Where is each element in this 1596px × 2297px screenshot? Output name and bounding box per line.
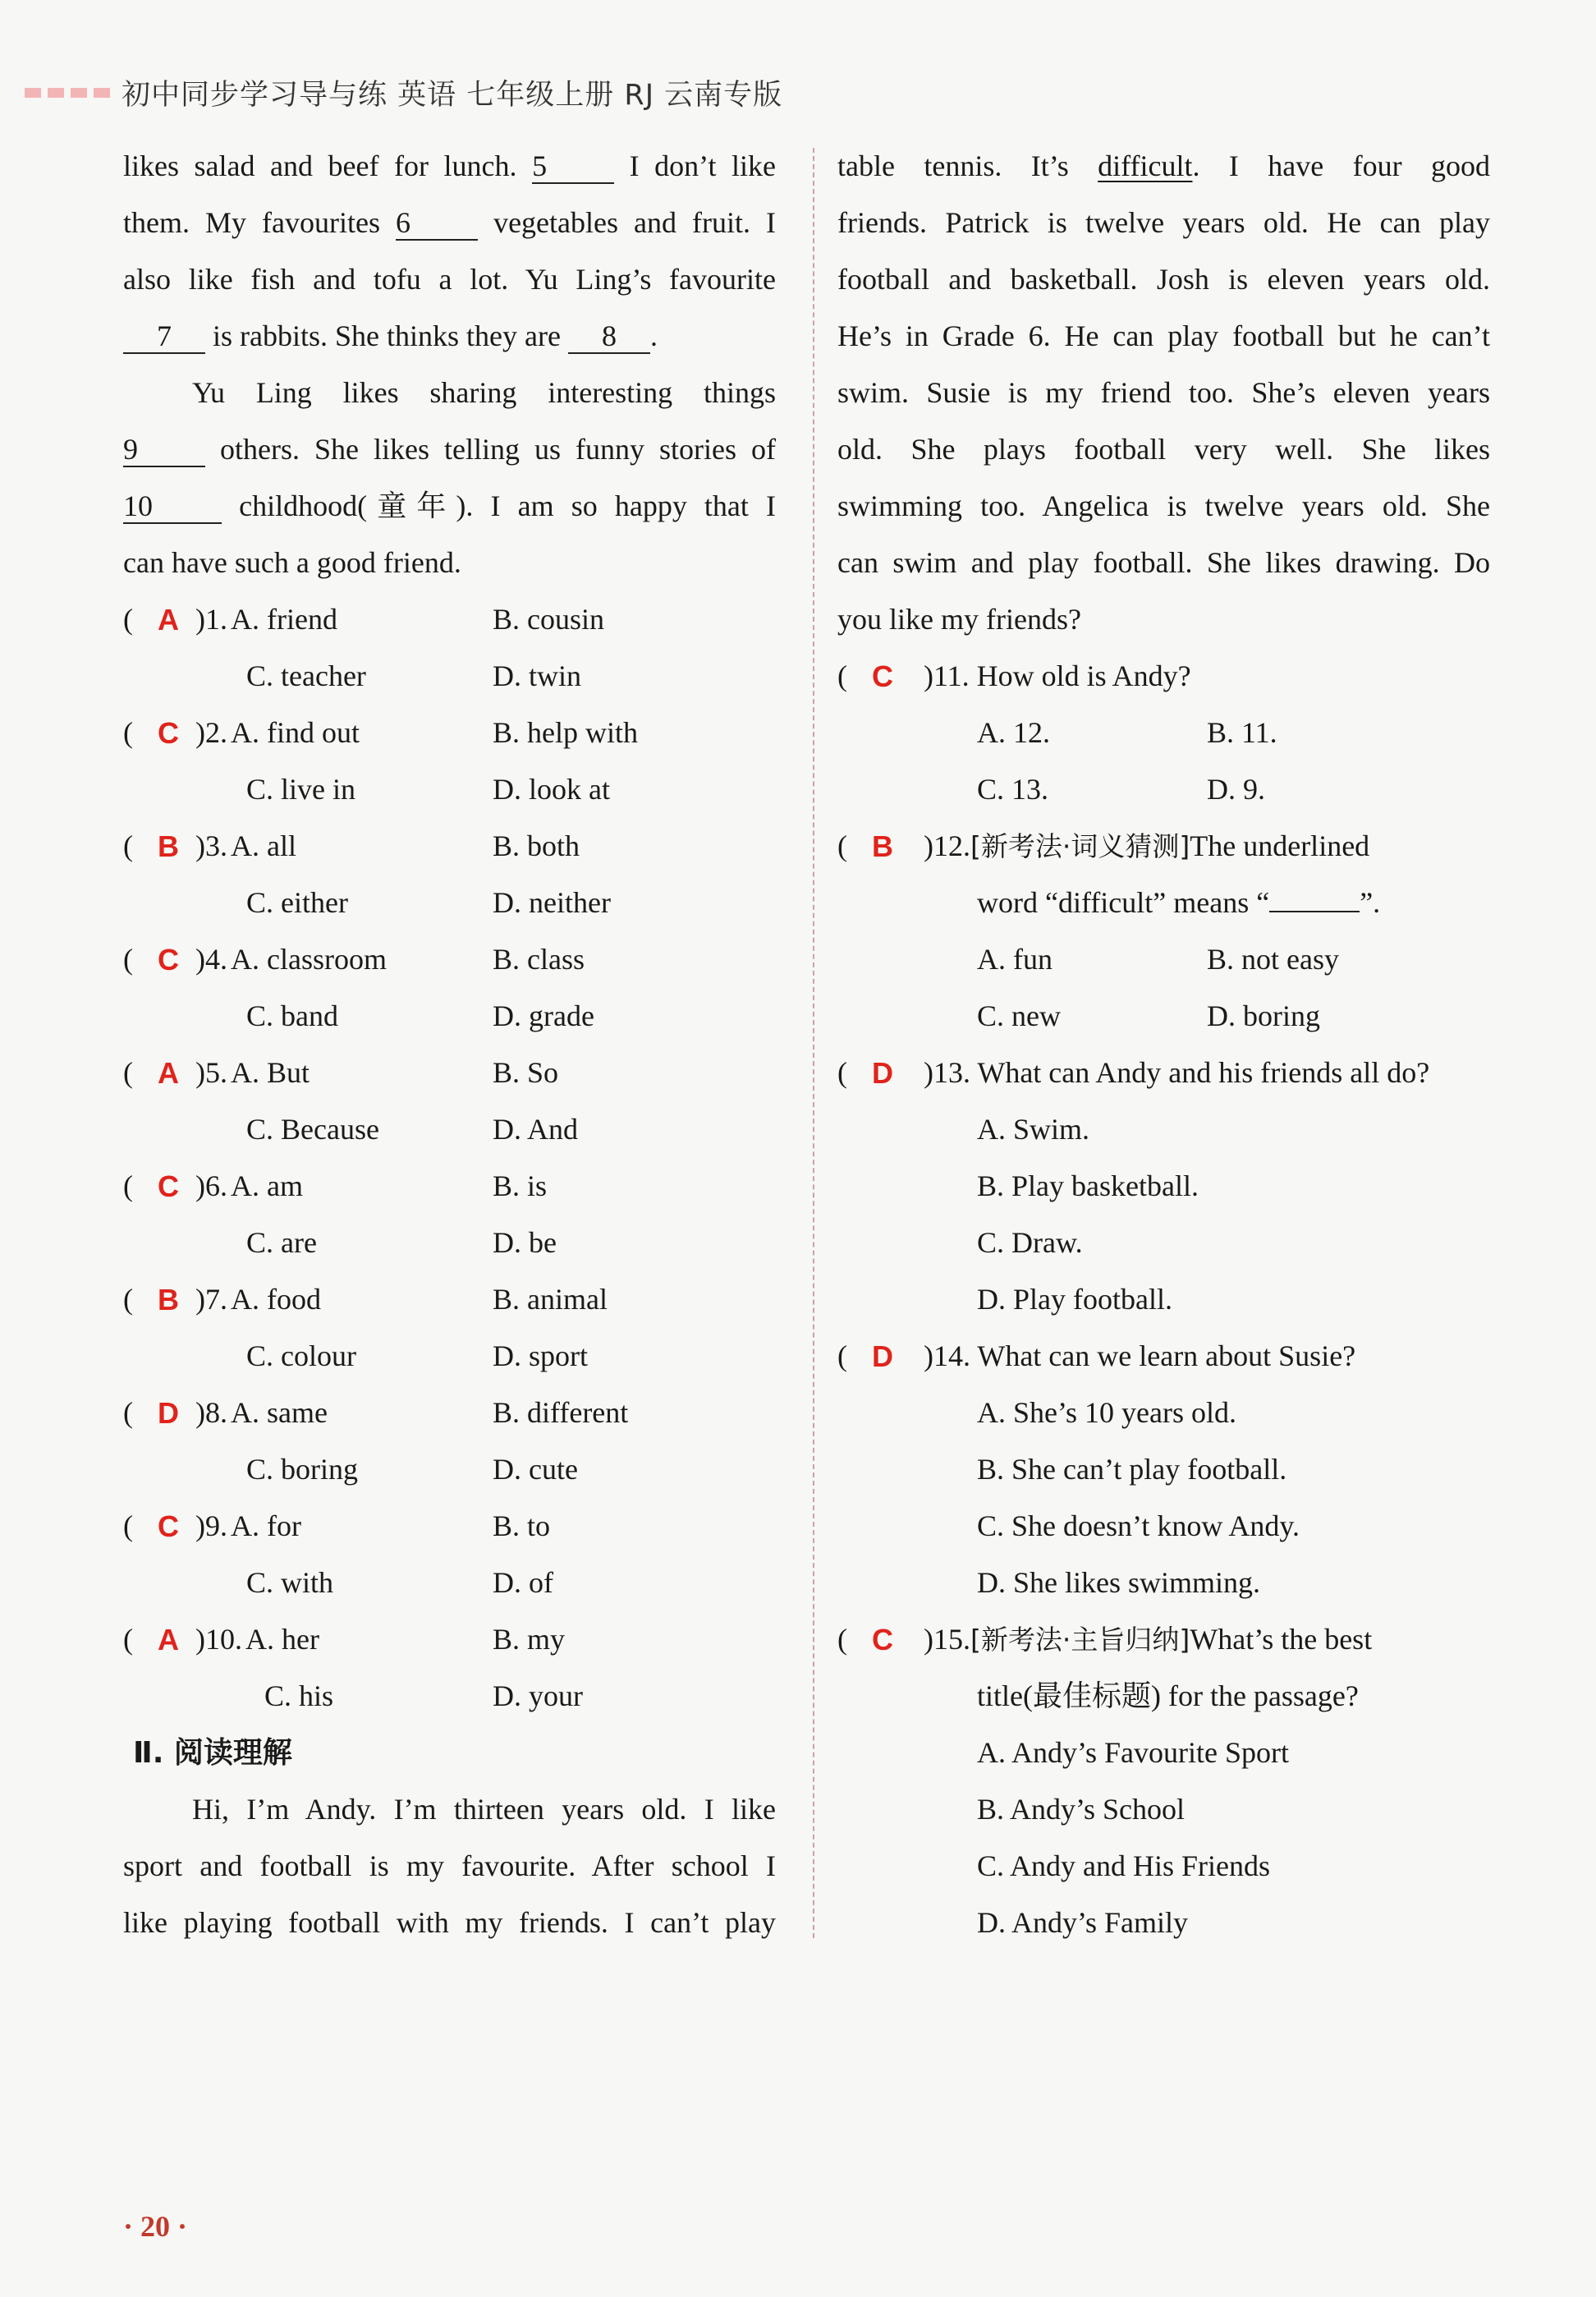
blank-9: 9 — [123, 433, 205, 467]
cloze-line-1: likes salad and beef for lunch. 5 I don’t like — [123, 149, 777, 182]
option-14-b: B. She can’t play football. — [977, 1453, 1287, 1486]
option-15-a: A. Andy’s Favourite Sport — [977, 1736, 1290, 1769]
cloze-question-2: ( C )2. A. find out B. help with — [123, 705, 776, 761]
options-11-cd: C. 13. D. 9. — [977, 773, 1265, 806]
cloze-options-7-cd: C. colour D. sport — [246, 1339, 588, 1372]
answer-4: C — [158, 943, 179, 976]
blank-8: 8 — [568, 319, 650, 354]
answer-5: A — [158, 1056, 179, 1090]
cloze-question-8: ( D )8. A. same B. different — [123, 1385, 776, 1441]
page-number: · 20 · — [123, 2210, 188, 2243]
option-13-c: C. Draw. — [977, 1226, 1083, 1259]
reading-line-10: swimming too. Angelica is twelve years old. She — [837, 489, 1490, 522]
cloze-line-7: 10 childhood(童年). I am so happy that I — [123, 489, 777, 522]
cloze-question-7: ( B )7. A. food B. animal — [123, 1271, 776, 1328]
blank-7: 7 — [123, 319, 205, 354]
cloze-question-1: ( A )1. A. friend B. cousin — [123, 591, 776, 648]
cloze-options-8-cd: C. boring D. cute — [246, 1453, 578, 1486]
cloze-line-3: also like fish and tofu a lot. Yu Ling’s favourite — [123, 263, 776, 296]
cloze-question-6: ( C )6. A. am B. is — [123, 1158, 776, 1215]
options-12-ab: A. fun B. not easy — [977, 943, 1339, 976]
answer-7: B — [158, 1283, 179, 1316]
option-13-a: A. Swim. — [977, 1113, 1090, 1146]
column-divider — [813, 148, 814, 1938]
header-decoration — [25, 88, 110, 98]
cloze-options-5-cd: C. Because D. And — [246, 1113, 579, 1146]
question-15: ( C )15.[新考法·主旨归纳]What’s the best — [837, 1611, 1490, 1668]
option-13-d: D. Play football. — [977, 1283, 1172, 1316]
cloze-question-9: ( C )9. A. for B. to — [123, 1498, 776, 1555]
cloze-line-8: can have such a good friend. — [123, 546, 461, 579]
option-13-b: B. Play basketball. — [977, 1169, 1199, 1202]
reading-line-11: can swim and play football. She likes drawing. Do — [837, 546, 1490, 579]
reading-line-2: sport and football is my favourite. After school I — [123, 1849, 776, 1882]
question-14: ( D )14. What can we learn about Susie? — [837, 1328, 1490, 1385]
reading-line-6: football and basketball. Josh is eleven years old. — [837, 263, 1490, 296]
cloze-question-4: ( C )4. A. classroom B. class — [123, 931, 776, 988]
option-15-b: B. Andy’s School — [977, 1793, 1186, 1826]
question-13: ( D )13. What can Andy and his friends all do? — [837, 1045, 1490, 1101]
question-11: ( C )11. How old is Andy? — [837, 648, 1490, 705]
cloze-question-3: ( B )3. A. all B. both — [123, 818, 776, 875]
reading-line-4: table tennis. It’s difficult. I have four good — [837, 149, 1491, 182]
option-14-a: A. She’s 10 years old. — [977, 1396, 1236, 1429]
answer-11: C — [872, 659, 893, 693]
cloze-questions — [123, 591, 776, 1725]
cloze-options-3-cd: C. either D. neither — [246, 886, 611, 919]
blank-6: 6 — [396, 206, 478, 241]
reading-line-8: swim. Susie is my friend too. She’s eleven years — [837, 376, 1490, 409]
answer-6: C — [158, 1169, 179, 1203]
page-header — [25, 72, 782, 113]
cloze-question-5: ( A )5. A. But B. So — [123, 1045, 776, 1101]
underlined-word: difficult — [1098, 149, 1193, 182]
cloze-options-9-cd: C. with D. of — [246, 1566, 553, 1599]
cloze-question-10: ( A )10. A. her B. my — [123, 1611, 776, 1668]
cloze-line-6: 9 others. She likes telling us funny stories of — [123, 433, 777, 466]
cloze-options-2-cd: C. live in D. look at — [246, 773, 610, 806]
answer-15: C — [872, 1623, 893, 1656]
reading-line-1: Hi, I’m Andy. I’m thirteen years old. I like — [192, 1793, 776, 1826]
option-15-d: D. Andy’s Family — [977, 1906, 1189, 1939]
answer-14: D — [872, 1339, 893, 1373]
reading-line-3: like playing football with my friends. I can’t play — [123, 1906, 776, 1939]
reading-line-12: you like my friends? — [837, 603, 1081, 636]
option-14-d: D. She likes swimming. — [977, 1566, 1261, 1599]
answer-8: D — [158, 1396, 179, 1430]
blank-5: 5 — [532, 149, 614, 184]
blank-10: 10 — [123, 489, 222, 524]
cloze-options-4-cd: C. band D. grade — [246, 999, 594, 1032]
question-15-line2: title(最佳标题) for the passage? — [977, 1679, 1359, 1712]
option-14-c: C. She doesn’t know Andy. — [977, 1509, 1300, 1542]
answer-1: A — [158, 603, 179, 636]
options-11-ab: A. 12. B. 11. — [977, 716, 1277, 749]
answer-10: A — [158, 1623, 179, 1656]
cloze-line-4: 7 is rabbits. She thinks they are 8 . — [123, 308, 776, 365]
blank-meaning — [1269, 911, 1360, 912]
cloze-options-6-cd: C. are D. be — [246, 1226, 557, 1259]
left-column — [123, 138, 776, 1951]
answer-2: C — [158, 716, 179, 750]
cloze-options-1-cd: C. teacher D. twin — [246, 659, 581, 692]
section-title-reading: Ⅱ. 阅读理解 — [133, 1736, 292, 1770]
cloze-options-10-cd: C. his D. your — [264, 1679, 583, 1712]
option-15-c: C. Andy and His Friends — [977, 1849, 1271, 1882]
right-column — [837, 138, 1490, 1951]
answer-12: B — [872, 829, 893, 863]
question-12-line2: word “difficult” means “ ”. — [977, 886, 1381, 919]
header-title: 初中同步学习导与练 英语 七年级上册 RJ 云南专版 — [122, 79, 783, 112]
reading-line-5: friends. Patrick is twelve years old. He can play — [837, 206, 1490, 239]
reading-line-7: He’s in Grade 6. He can play football but he can’t — [837, 319, 1490, 352]
reading-line-9: old. She plays football very well. She likes — [837, 433, 1490, 466]
answer-3: B — [158, 829, 179, 863]
cloze-line-5: Yu Ling likes sharing interesting things — [192, 376, 776, 409]
cloze-line-2: them. My favourites 6 vegetables and fruit. I — [123, 206, 777, 239]
answer-13: D — [872, 1056, 893, 1090]
options-12-cd: C. new D. boring — [977, 999, 1320, 1032]
answer-9: C — [158, 1509, 179, 1543]
question-12: ( B )12.[新考法·词义猜测]The underlined — [837, 818, 1490, 875]
